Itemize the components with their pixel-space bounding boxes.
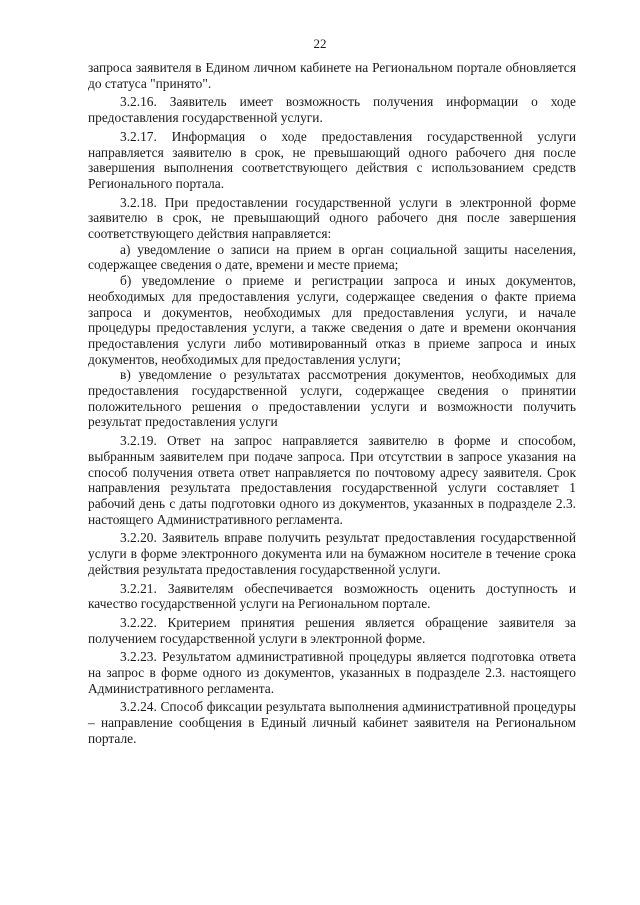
- paragraph-continuation: запроса заявителя в Едином личном кабинете на Региональном портале обновляется до статуса "принято".: [88, 60, 576, 91]
- paragraph-3-2-23: 3.2.23. Результатом административной процедуры является подготовка ответа на запрос в форме одного из документов, указанных в подразделе 2.3. настоящего Административного регламента.: [88, 649, 576, 696]
- paragraph-3-2-24: 3.2.24. Способ фиксации результата выполнения административной процедуры – направление сообщения в Единый личный кабинет заявителя на Региональном портале.: [88, 699, 576, 746]
- page-number: 22: [313, 36, 327, 51]
- paragraph-3-2-17: 3.2.17. Информация о ходе предоставления государственной услуги направляется заявителю в срок, не превышающий одного рабочего дня после завершения выполнения соответствующего действия с использованием средств Регионального портала.: [88, 128, 576, 191]
- paragraph-3-2-18: 3.2.18. При предоставлении государственной услуги в электронной форме заявителю в срок, не превышающий одного рабочего дня после завершения соответствующего действия направляется:: [88, 194, 576, 242]
- paragraph-3-2-21: 3.2.21. Заявителям обеспечивается возможность оценить доступность и качество государственной услуги на Региональном портале.: [88, 580, 576, 612]
- paragraph-3-2-19: 3.2.19. Ответ на запрос направляется заявителю в форме и способом, выбранным заявителем при подаче запроса. При отсутствии в запросе указания на способ получения ответа ответ направляется по почтовому адресу заявителя. Срок направления результата предоставления государственной услуги составляет 1 рабочий день с даты подготовки одного из документов, указанных в подразделе 2.3. настоящего Административного регламента.: [88, 433, 576, 527]
- list-item-b: б) уведомление о приеме и регистрации запроса и иных документов, необходимых для предоставления услуги, содержащее сведения о факте приема запроса и документов, необходимых для предоставления услуги, и начале процедуры предоставления услуги, а также сведения о дате и времени окончания предоставления услуги либо мотивированный отказ в приеме запроса и иных документов, необходимых для предоставления услуги;: [88, 273, 576, 367]
- paragraph-3-2-22: 3.2.22. Критерием принятия решения является обращение заявителя за получением государственной услуги в электронной форме.: [88, 614, 576, 646]
- document-body: [88, 60, 576, 750]
- paragraph-3-2-20: 3.2.20. Заявитель вправе получить результат предоставления государственной услуги в форме электронного документа или на бумажном носителе в течение срока действия результата предоставления государственной услуги.: [88, 530, 576, 577]
- list-item-a: а) уведомление о записи на прием в орган социальной защиты населения, содержащее сведения о дате, времени и месте приема;: [88, 241, 576, 273]
- paragraph-3-2-16: 3.2.16. Заявитель имеет возможность получения информации о ходе предоставления государственной услуги.: [88, 94, 576, 126]
- list-item-v: в) уведомление о результатах рассмотрения документов, необходимых для предоставления государственной услуги, содержащее сведения о принятии положительного решения о предоставлении услуги и возможности получить результат предоставления услуги: [88, 367, 576, 430]
